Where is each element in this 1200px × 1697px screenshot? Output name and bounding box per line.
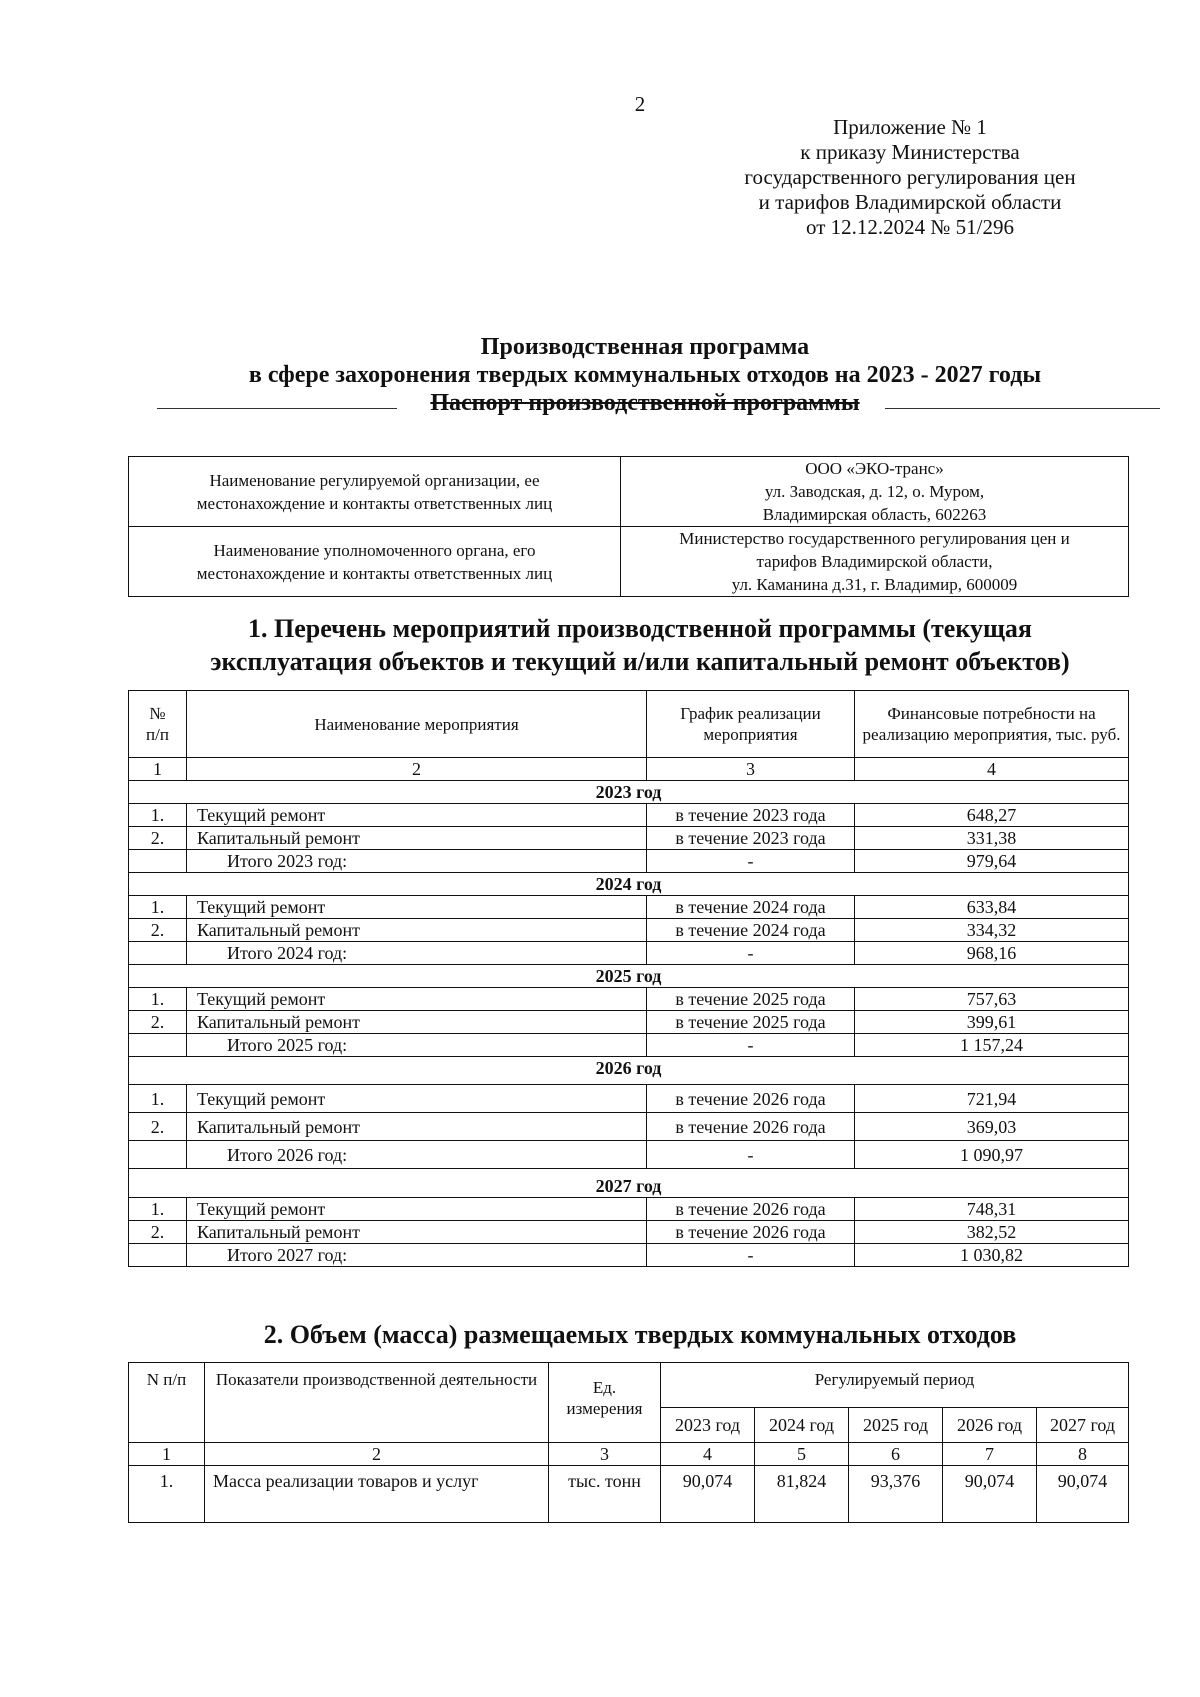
table-row <box>129 827 1129 850</box>
row-schedule: в течение 2024 года <box>647 896 855 919</box>
row-amount: 757,63 <box>855 988 1129 1011</box>
row-value: 90,074 <box>943 1466 1037 1523</box>
table-row <box>129 1466 1129 1523</box>
column-number: 1 <box>129 1443 205 1466</box>
row-schedule: в течение 2023 года <box>647 827 855 850</box>
row-schedule: в течение 2026 года <box>647 1113 855 1141</box>
row-number <box>129 850 187 873</box>
row-value: 90,074 <box>1037 1466 1129 1523</box>
row-schedule: в течение 2026 года <box>647 1085 855 1113</box>
passport-row <box>129 527 1129 597</box>
total-label: Итого 2026 год: <box>187 1141 647 1169</box>
appendix-block <box>700 115 1120 240</box>
row-name: Капитальный ремонт <box>187 827 647 850</box>
header-indicator: Показатели производственной деятельности <box>205 1363 549 1443</box>
table-row <box>129 1113 1129 1141</box>
column-number: 6 <box>849 1443 943 1466</box>
total-amount: 1 030,82 <box>855 1244 1129 1267</box>
year-label: 2026 год <box>129 1057 1129 1085</box>
column-number-row <box>129 758 1129 781</box>
row-name: Текущий ремонт <box>187 1085 647 1113</box>
total-label: Итого 2023 год: <box>187 850 647 873</box>
total-schedule: - <box>647 1141 855 1169</box>
appendix-line: государственного регулирования цен <box>744 165 1076 189</box>
total-schedule: - <box>647 942 855 965</box>
events-table <box>128 690 1129 1267</box>
row-number <box>129 1034 187 1057</box>
row-value: 81,824 <box>755 1466 849 1523</box>
title-line-3: Паспорт производственной программы <box>430 390 860 416</box>
section-1-title <box>120 612 1160 678</box>
table-row <box>129 896 1129 919</box>
column-number: 3 <box>647 758 855 781</box>
label-text: местонахождение и контакты ответственных лиц <box>196 493 553 513</box>
table-row <box>129 1011 1129 1034</box>
header-name: Наименование мероприятия <box>187 691 647 758</box>
header-year: 2025 год <box>849 1408 943 1443</box>
section-title-line: эксплуатация объектов и текущий и/или капитальный ремонт объектов) <box>210 647 1070 676</box>
year-row <box>129 1057 1129 1085</box>
total-label: Итого 2025 год: <box>187 1034 647 1057</box>
section-2-title <box>120 1318 1160 1351</box>
row-name: Капитальный ремонт <box>187 1011 647 1034</box>
column-number: 3 <box>549 1443 661 1466</box>
year-row <box>129 873 1129 896</box>
label-text: Наименование уполномоченного органа, его <box>213 540 536 560</box>
row-amount: 648,27 <box>855 804 1129 827</box>
row-unit: тыс. тонн <box>549 1466 661 1523</box>
total-label: Итого 2024 год: <box>187 942 647 965</box>
column-number: 2 <box>205 1443 549 1466</box>
table-row <box>129 804 1129 827</box>
row-number: 1. <box>129 896 187 919</box>
table-row <box>129 1198 1129 1221</box>
row-number: 1. <box>129 1198 187 1221</box>
row-name: Капитальный ремонт <box>187 919 647 942</box>
total-schedule: - <box>647 1244 855 1267</box>
row-number: 2. <box>129 1011 187 1034</box>
value-text: ул. Каманина д.31, г. Владимир, 600009 <box>731 575 1018 594</box>
row-number: 2. <box>129 1221 187 1244</box>
row-value: 93,376 <box>849 1466 943 1523</box>
column-number: 5 <box>755 1443 849 1466</box>
year-row <box>129 965 1129 988</box>
row-amount: 748,31 <box>855 1198 1129 1221</box>
year-label: 2024 год <box>129 873 1129 896</box>
row-number <box>129 1141 187 1169</box>
passport-label <box>129 457 621 527</box>
table-header-row <box>129 691 1129 758</box>
total-row <box>129 942 1129 965</box>
column-number: 4 <box>661 1443 755 1466</box>
row-amount: 721,94 <box>855 1085 1129 1113</box>
total-row <box>129 1244 1129 1267</box>
passport-row <box>129 457 1129 527</box>
year-row <box>129 1169 1129 1198</box>
label-text: Наименование регулируемой организации, ее <box>209 470 540 490</box>
total-amount: 1 157,24 <box>855 1034 1129 1057</box>
appendix-line: Приложение № 1 <box>833 115 987 139</box>
value-text: тарифов Владимирской области, <box>756 552 993 571</box>
row-schedule: в течение 2025 года <box>647 988 855 1011</box>
row-name: Капитальный ремонт <box>187 1221 647 1244</box>
passport-label <box>129 527 621 597</box>
table-row <box>129 1085 1129 1113</box>
row-amount: 369,03 <box>855 1113 1129 1141</box>
row-name: Текущий ремонт <box>187 988 647 1011</box>
column-number: 4 <box>855 758 1129 781</box>
label-text: местонахождение и контакты ответственных лиц <box>196 563 553 583</box>
column-number: 7 <box>943 1443 1037 1466</box>
row-number: 2. <box>129 1113 187 1141</box>
row-number: 2. <box>129 827 187 850</box>
divider-left <box>157 408 397 409</box>
table-header-row <box>129 1363 1129 1408</box>
header-year: 2026 год <box>943 1408 1037 1443</box>
appendix-line: к приказу Министерства <box>800 140 1020 164</box>
year-label: 2027 год <box>129 1169 1129 1198</box>
total-schedule: - <box>647 850 855 873</box>
row-schedule: в течение 2023 года <box>647 804 855 827</box>
row-amount: 382,52 <box>855 1221 1129 1244</box>
table-row <box>129 988 1129 1011</box>
total-label: Итого 2027 год: <box>187 1244 647 1267</box>
row-name: Капитальный ремонт <box>187 1113 647 1141</box>
passport-value <box>621 457 1129 527</box>
header-year: 2027 год <box>1037 1408 1129 1443</box>
total-schedule: - <box>647 1034 855 1057</box>
value-text: ООО «ЭКО-транс» <box>805 459 944 478</box>
row-schedule: в течение 2026 года <box>647 1198 855 1221</box>
value-text: Владимирская область, 602263 <box>762 505 987 524</box>
document-title <box>120 333 1170 417</box>
total-amount: 1 090,97 <box>855 1141 1129 1169</box>
row-schedule: в течение 2026 года <box>647 1221 855 1244</box>
row-amount: 399,61 <box>855 1011 1129 1034</box>
row-amount: 633,84 <box>855 896 1129 919</box>
table-row <box>129 1221 1129 1244</box>
total-row <box>129 1034 1129 1057</box>
column-number: 8 <box>1037 1443 1129 1466</box>
row-number: 1. <box>129 1466 205 1523</box>
column-number-row <box>129 1443 1129 1466</box>
appendix-line: от 12.12.2024 № 51/296 <box>805 215 1015 239</box>
row-schedule: в течение 2025 года <box>647 1011 855 1034</box>
row-name: Текущий ремонт <box>187 896 647 919</box>
page-number: 2 <box>634 92 646 116</box>
header-num: N п/п <box>129 1363 205 1443</box>
year-label: 2023 год <box>129 781 1129 804</box>
row-indicator: Масса реализации товаров и услуг <box>205 1466 549 1523</box>
header-year: 2024 год <box>755 1408 849 1443</box>
row-amount: 331,38 <box>855 827 1129 850</box>
section-title-line: 2. Объем (масса) размещаемых твердых коммунальных отходов <box>263 1320 1017 1349</box>
row-number <box>129 1244 187 1267</box>
total-row <box>129 1141 1129 1169</box>
row-number: 1. <box>129 988 187 1011</box>
row-number <box>129 942 187 965</box>
header-unit: Ед. измерения <box>549 1363 661 1443</box>
year-label: 2025 год <box>129 965 1129 988</box>
row-value: 90,074 <box>661 1466 755 1523</box>
column-number: 1 <box>129 758 187 781</box>
column-number: 2 <box>187 758 647 781</box>
table-row <box>129 919 1129 942</box>
header-schedule: График реализации мероприятия <box>647 691 855 758</box>
value-text: ул. Заводская, д. 12, о. Муром, <box>764 482 985 501</box>
section-title-line: 1. Перечень мероприятий производственной программы (текущая <box>248 614 1032 643</box>
row-amount: 334,32 <box>855 919 1129 942</box>
row-number: 1. <box>129 804 187 827</box>
divider-right <box>885 408 1160 409</box>
appendix-line: и тарифов Владимирской области <box>758 190 1062 214</box>
header-finance: Финансовые потребности на реализацию мероприятия, тыс. руб. <box>855 691 1129 758</box>
passport-value <box>621 527 1129 597</box>
total-row <box>129 850 1129 873</box>
total-amount: 979,64 <box>855 850 1129 873</box>
title-line-2: в сфере захоронения твердых коммунальных отходов на 2023 - 2027 годы <box>248 362 1042 388</box>
row-schedule: в течение 2024 года <box>647 919 855 942</box>
row-number: 1. <box>129 1085 187 1113</box>
row-name: Текущий ремонт <box>187 804 647 827</box>
title-line-1: Производственная программа <box>480 334 810 360</box>
volume-table <box>128 1362 1129 1523</box>
row-name: Текущий ремонт <box>187 1198 647 1221</box>
value-text: Министерство государственного регулирования цен и <box>679 529 1070 548</box>
header-period: Регулируемый период <box>661 1363 1129 1408</box>
total-amount: 968,16 <box>855 942 1129 965</box>
row-number: 2. <box>129 919 187 942</box>
header-year: 2023 год <box>661 1408 755 1443</box>
header-num: № п/п <box>129 691 187 758</box>
passport-table <box>128 456 1129 597</box>
year-row <box>129 781 1129 804</box>
